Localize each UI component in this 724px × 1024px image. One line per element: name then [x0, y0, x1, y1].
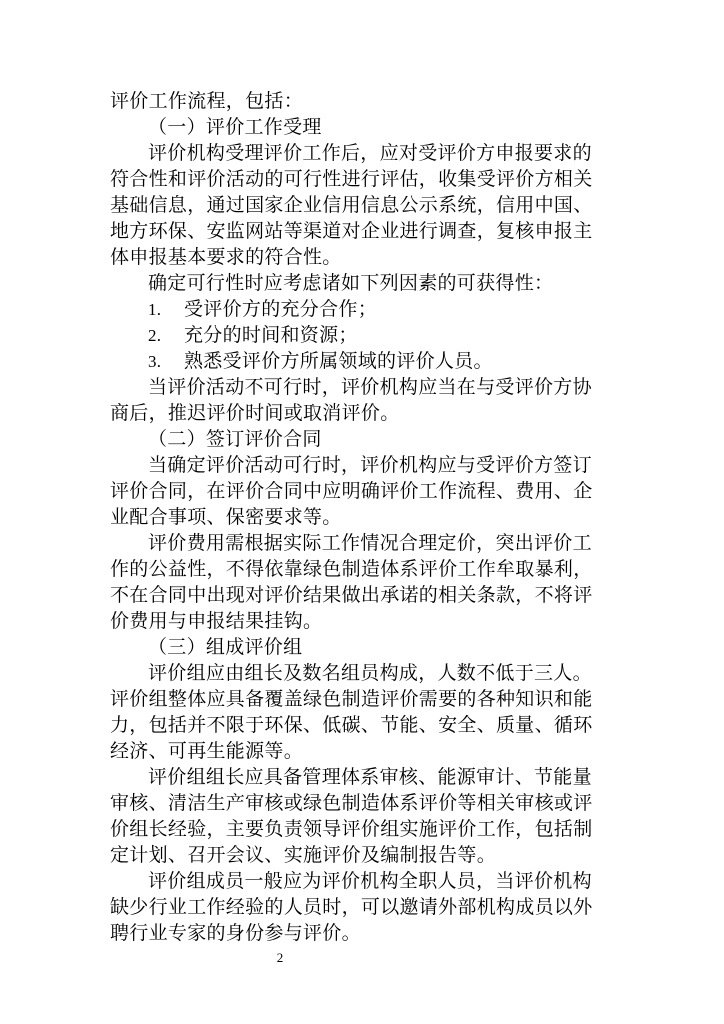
paragraph-line: 评价组应由组长及数名组员构成，人数不低于三人。 — [148, 662, 592, 684]
list-item — [110, 348, 620, 374]
paragraph-line: 评价机构受理评价工作后，应对受评价方申报要求的 — [148, 142, 592, 164]
paragraph-line: 价费用与申报结果挂钩。 — [110, 610, 323, 632]
paragraph-line: 不在合同中出现对评价结果做出承诺的相关条款，不将评 — [110, 584, 593, 606]
section-heading-1: （一）评价工作受理 — [148, 116, 322, 138]
paragraph-line: 经济、可再生能源等。 — [110, 740, 304, 762]
paragraph-line: 评价组成员一般应为评价机构全职人员，当评价机构 — [148, 870, 592, 892]
paragraph-line: 定计划、召开会议、实施评价及编制报告等。 — [110, 844, 497, 866]
section-heading-2: （二）签订评价合同 — [148, 428, 322, 450]
paragraph-line: 体申报基本要求的符合性。 — [110, 246, 342, 268]
paragraph-line: 评价工作流程，包括： — [110, 90, 304, 112]
paragraph-line: 当评价活动不可行时，评价机构应当在与受评价方协 — [148, 376, 592, 398]
document-body — [110, 88, 620, 946]
paragraph-line: 地方环保、安监网站等渠道对企业进行调查，复核申报主 — [110, 220, 593, 242]
list-item-text: 充分的时间和资源； — [184, 324, 358, 346]
paragraph-line: 符合性和评价活动的可行性进行评估，收集受评价方相关 — [110, 168, 593, 190]
paragraph-line: 当确定评价活动可行时，评价机构应与受评价方签订 — [148, 454, 592, 476]
paragraph-line: 商后，推迟评价时间或取消评价。 — [110, 402, 400, 424]
list-item-text: 受评价方的充分合作； — [184, 298, 378, 320]
paragraph-line: 基础信息，通过国家企业信用信息公示系统，信用中国、 — [110, 194, 593, 216]
list-item — [110, 322, 620, 348]
list-item — [110, 296, 620, 322]
list-number: 1. — [148, 300, 162, 319]
paragraph-line: 作的公益性，不得依靠绿色制造体系评价工作牟取暴利， — [110, 558, 593, 580]
page-number: 2 — [276, 950, 284, 965]
list-number: 3. — [148, 352, 162, 371]
section-heading-3: （三）组成评价组 — [148, 636, 303, 658]
paragraph-line: 聘行业专家的身份参与评价。 — [110, 922, 361, 944]
paragraph-line: 价组长经验，主要负责领导评价组实施评价工作，包括制 — [110, 818, 593, 840]
paragraph-line: 评价费用需根据实际工作情况合理定价，突出评价工 — [148, 532, 592, 554]
list-number: 2. — [148, 326, 162, 345]
paragraph-line: 缺少行业工作经验的人员时，可以邀请外部机构成员以外 — [110, 896, 593, 918]
paragraph-line: 评价合同，在评价合同中应明确评价工作流程、费用、企 — [110, 480, 593, 502]
list-item-text: 熟悉受评价方所属领域的评价人员。 — [184, 350, 493, 372]
paragraph-line: 审核、清洁生产审核或绿色制造体系评价等相关审核或评 — [110, 792, 593, 814]
paragraph-line: 评价组整体应具备覆盖绿色制造评价需要的各种知识和能 — [110, 688, 593, 710]
paragraph-line: 业配合事项、保密要求等。 — [110, 506, 342, 528]
paragraph-line: 力，包括并不限于环保、低碳、节能、安全、质量、循环 — [110, 714, 593, 736]
paragraph-line: 确定可行性时应考虑诸如下列因素的可获得性： — [148, 272, 554, 294]
paragraph-line: 评价组组长应具备管理体系审核、能源审计、节能量 — [148, 766, 592, 788]
